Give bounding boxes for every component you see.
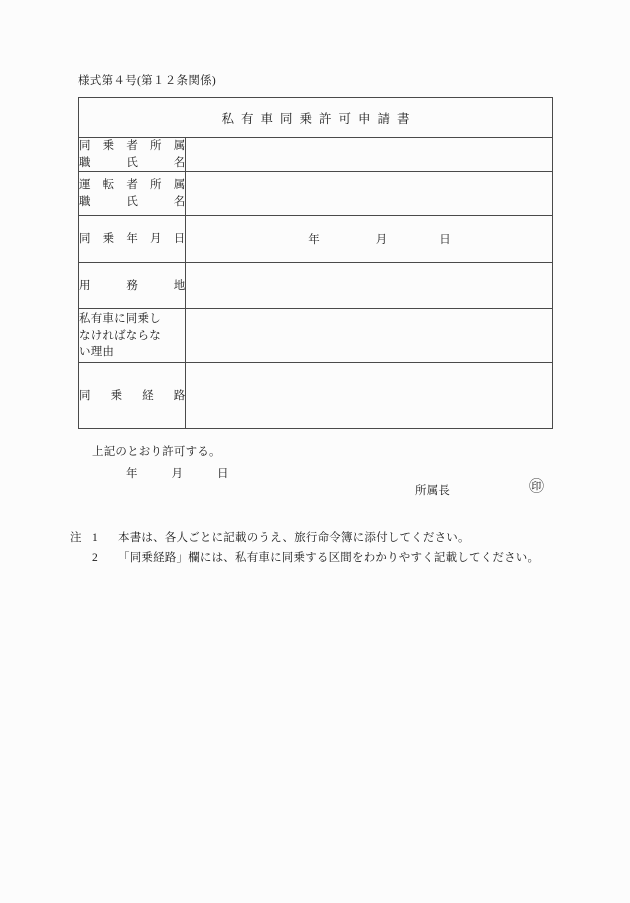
label-char: 運 [79, 179, 91, 192]
table-row [79, 172, 553, 216]
note-number: 1 [92, 532, 98, 544]
note-item [70, 528, 539, 548]
label-char: 乗 [102, 233, 115, 245]
label-char: 地 [173, 279, 186, 292]
field-ride-route[interactable] [186, 363, 553, 429]
label-char: 路 [173, 389, 186, 402]
table-row [79, 138, 553, 172]
label-line-1: 私有車に同乗し [79, 312, 161, 325]
label-line-1 [79, 278, 185, 295]
field-business-location[interactable] [186, 263, 553, 309]
approval-statement: 上記のとおり許可する。 [92, 446, 221, 458]
label-char: 者 [126, 140, 138, 152]
table-row [79, 216, 553, 263]
label-char: 所 [150, 179, 162, 192]
label-line-1 [79, 177, 185, 194]
approval-block [78, 443, 553, 481]
notes-heading: 注 [70, 532, 82, 544]
approval-month-marker: 月 [171, 468, 183, 480]
label-char: 年 [126, 233, 138, 245]
note-item [70, 548, 539, 568]
label-char: 務 [126, 279, 138, 292]
label-ride-date [79, 216, 186, 263]
page-title: 私有車同乗許可申請書 [221, 111, 417, 126]
table-row [79, 263, 553, 309]
label-char: 乗 [110, 389, 123, 402]
application-form-table [78, 97, 553, 429]
field-ride-date[interactable] [186, 216, 553, 263]
label-char: 同 [79, 389, 91, 402]
note-text: 本書は、各人ごとに記載のうえ、旅行命令簿に添付してください。 [118, 532, 470, 544]
notes-section [70, 528, 539, 568]
label-char: 名 [173, 156, 186, 169]
label-line-2 [79, 155, 185, 172]
form-title-cell [79, 98, 553, 138]
label-char: 氏 [126, 156, 138, 169]
label-char: 氏 [126, 195, 138, 208]
date-year-marker: 年 [308, 234, 320, 247]
label-char: 職 [79, 195, 91, 208]
note-text: 「同乗経路」欄には、私有車に同乗する区間をわかりやすく記載してください。 [118, 552, 540, 565]
table-row-title [79, 98, 553, 138]
label-reason [79, 309, 186, 363]
label-char: 同 [79, 140, 91, 152]
label-char: 転 [102, 179, 115, 192]
table-row [79, 363, 553, 429]
date-day-marker: 日 [439, 234, 451, 247]
label-line-3: い理由 [79, 346, 115, 359]
label-char: 者 [126, 179, 138, 192]
label-line-2: なければならな [79, 329, 161, 342]
note-number: 2 [92, 552, 98, 565]
label-business-location [79, 263, 186, 309]
label-char: 職 [79, 156, 91, 169]
date-placeholder-line [186, 231, 552, 247]
approval-year-marker: 年 [126, 468, 138, 480]
label-passenger-affiliation [79, 138, 186, 172]
label-line-1 [79, 388, 185, 405]
label-line-1 [79, 138, 185, 155]
label-char: 乗 [102, 140, 115, 152]
label-char: 所 [150, 140, 162, 152]
label-char: 月 [150, 233, 162, 245]
table-row [79, 309, 553, 363]
field-driver-affiliation[interactable] [186, 172, 553, 216]
date-month-marker: 月 [375, 234, 388, 247]
signature-row [78, 479, 553, 500]
label-line-2 [79, 194, 185, 211]
field-passenger-affiliation[interactable] [186, 138, 553, 172]
label-driver-affiliation [79, 172, 186, 216]
seal-icon: ㊞ [529, 479, 545, 495]
label-char: 名 [173, 195, 186, 208]
label-char: 属 [173, 179, 186, 192]
field-reason[interactable] [186, 309, 553, 363]
label-char: 属 [173, 140, 186, 152]
label-line-1 [79, 231, 185, 248]
label-ride-route [79, 363, 186, 429]
signer-title: 所属長 [415, 485, 451, 497]
label-char: 日 [173, 233, 186, 245]
approval-date-line [78, 465, 553, 481]
label-char: 用 [79, 279, 91, 292]
label-char: 経 [142, 389, 154, 402]
label-char: 同 [79, 233, 91, 245]
form-number: 様式第４号(第１２条関係) [78, 75, 217, 87]
approval-day-marker: 日 [217, 468, 229, 480]
